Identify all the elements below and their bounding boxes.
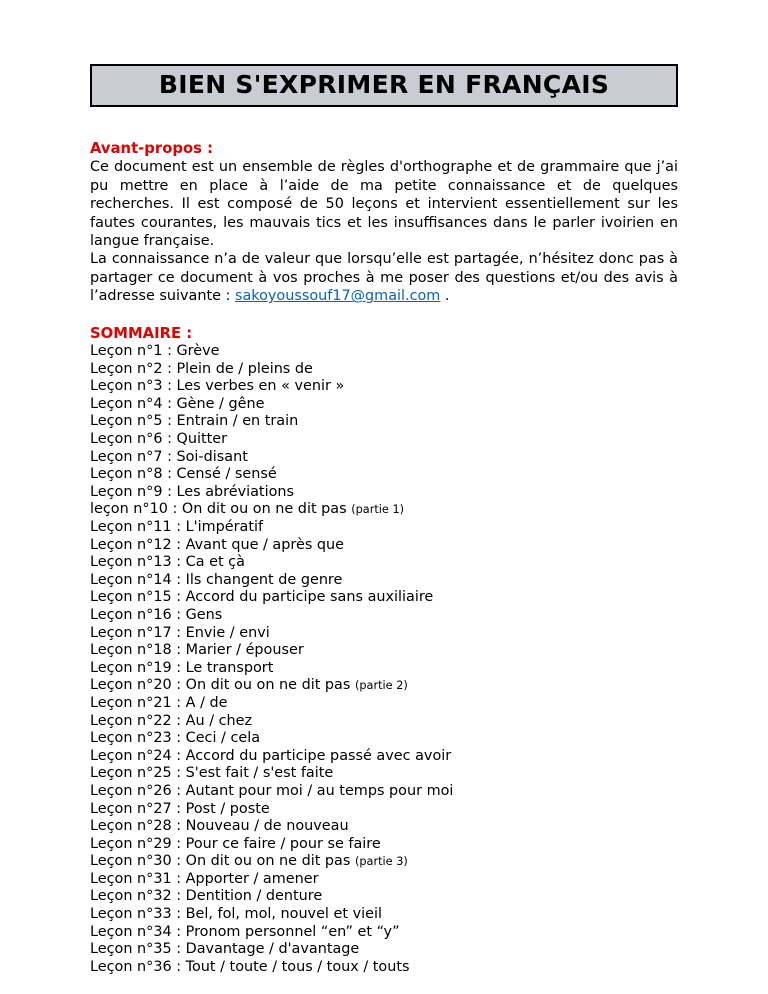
- lesson-item: [90, 924, 678, 942]
- lesson-part-suffix: (partie 2): [354, 679, 408, 693]
- lesson-text: Leçon n°22 : Au / chez: [90, 712, 253, 729]
- lesson-item: [90, 695, 678, 713]
- avant-propos-paragraph-2: [90, 250, 678, 305]
- lesson-text: Leçon n°21 : A / de: [90, 694, 228, 711]
- lesson-text: Leçon n°18 : Marier / épouser: [90, 642, 304, 659]
- lesson-text: leçon n°10 : On dit ou on ne dit pas: [90, 501, 352, 518]
- lesson-text: Leçon n°19 : Le transport: [90, 659, 274, 676]
- lesson-item: [90, 607, 678, 625]
- lesson-item: [90, 431, 678, 449]
- lesson-text: Leçon n°3 : Les verbes en « venir »: [90, 378, 345, 395]
- paragraph-text-before-link: La connaissance n’a de valeur que lorsqu’elle est partagée, n’hésitez donc pas à partager ce document à vos proches à me poser des questions et/ou des avis à l’adresse suivante :: [90, 251, 678, 305]
- lesson-item: [90, 625, 678, 643]
- lesson-item: [90, 748, 678, 766]
- lesson-item: [90, 361, 678, 379]
- lesson-item: [90, 537, 678, 555]
- lesson-item: [90, 888, 678, 906]
- lesson-item: [90, 466, 678, 484]
- lesson-text: Leçon n°24 : Accord du participe passé avec avoir: [90, 747, 452, 764]
- lesson-text: Leçon n°16 : Gens: [90, 606, 223, 623]
- sommaire-section: [90, 325, 678, 977]
- paragraph-text-after-link: .: [440, 288, 450, 305]
- avant-propos-section: [90, 140, 678, 306]
- lesson-text: Leçon n°2 : Plein de / pleins de: [90, 360, 313, 377]
- lesson-item: [90, 378, 678, 396]
- lesson-item: [90, 765, 678, 783]
- lesson-text: Leçon n°36 : Tout / toute / tous / toux / touts: [90, 958, 410, 975]
- lesson-item: [90, 572, 678, 590]
- lesson-text: Leçon n°13 : Ca et çà: [90, 554, 245, 571]
- lesson-item: [90, 959, 678, 977]
- lesson-part-suffix: (partie 1): [351, 503, 405, 517]
- lesson-item: [90, 906, 678, 924]
- lesson-text: Leçon n°11 : L'impératif: [90, 519, 264, 535]
- lesson-item: [90, 801, 678, 819]
- lesson-item: [90, 642, 678, 660]
- lesson-text: Leçon n°1 : Grève: [90, 343, 220, 360]
- lesson-text: Leçon n°9 : Les abréviations: [90, 483, 294, 500]
- lesson-text: Leçon n°15 : Accord du participe sans auxiliaire: [90, 589, 434, 606]
- lessons-list: [90, 343, 678, 976]
- lesson-item: [90, 818, 678, 836]
- lesson-item: [90, 677, 678, 695]
- lesson-text: Leçon n°31 : Apporter / amener: [90, 870, 319, 887]
- lesson-item: [90, 660, 678, 678]
- lesson-text: Leçon n°26 : Autant pour moi / au temps pour moi: [90, 782, 454, 799]
- lesson-text: Leçon n°35 : Davantage / d'avantage: [90, 941, 360, 958]
- lesson-text: Leçon n°32 : Dentition / denture: [90, 888, 323, 905]
- avant-propos-paragraph-1: Ce document est un ensemble de règles d'orthographe et de grammaire que j’ai pu mettre en place à l’aide de ma petite connaissance et de quelques recherches. Il est composé de 50 leçons et intervient essentiellement sur les fautes courantes, les mauvais tics et les insuffisances dans le parler ivoirien en langue française.: [90, 159, 678, 250]
- lesson-item: [90, 713, 678, 731]
- lesson-item: [90, 941, 678, 959]
- lesson-item: [90, 871, 678, 889]
- lesson-text: Leçon n°20 : On dit ou on ne dit pas: [90, 677, 355, 694]
- lesson-text: Leçon n°4 : Gène / gêne: [90, 395, 265, 412]
- lesson-item: [90, 396, 678, 414]
- lesson-item: [90, 449, 678, 467]
- lesson-text: Leçon n°23 : Ceci / cela: [90, 730, 261, 747]
- lesson-item: [90, 501, 678, 519]
- lesson-text: Leçon n°8 : Censé / sensé: [90, 466, 277, 483]
- lesson-text: Leçon n°12 : Avant que / après que: [90, 536, 345, 553]
- lesson-text: Leçon n°29 : Pour ce faire / pour se faire: [90, 835, 381, 852]
- lesson-text: Leçon n°33 : Bel, fol, mol, nouvel et vieil: [90, 906, 382, 923]
- email-link[interactable]: sakoyoussouf17@gmail.com: [234, 288, 441, 305]
- avant-propos-heading: Avant-propos :: [90, 140, 213, 157]
- document-title: BIEN S'EXPRIMER EN FRANÇAIS: [158, 70, 610, 99]
- lesson-text: Leçon n°7 : Soi-disant: [90, 448, 248, 465]
- lesson-text: Leçon n°34 : Pronom personnel “en” et “y”: [90, 923, 400, 940]
- lesson-item: [90, 484, 678, 502]
- lesson-item: [90, 730, 678, 748]
- lesson-item: [90, 836, 678, 854]
- lesson-text: Leçon n°28 : Nouveau / de nouveau: [90, 818, 349, 835]
- lesson-text: Leçon n°25 : S'est fait / s'est faite: [90, 765, 334, 782]
- lesson-item: [90, 783, 678, 801]
- lesson-item: [90, 519, 678, 537]
- lesson-part-suffix: (partie 3): [354, 855, 408, 869]
- lesson-text: Leçon n°27 : Post / poste: [90, 800, 270, 817]
- lesson-text: Leçon n°6 : Quitter: [90, 431, 227, 448]
- lesson-text: Leçon n°14 : Ils changent de genre: [90, 571, 343, 588]
- lesson-item: [90, 554, 678, 572]
- document-title-box: [90, 64, 678, 107]
- lesson-text: Leçon n°17 : Envie / envi: [90, 624, 270, 641]
- lesson-text: Leçon n°30 : On dit ou on ne dit pas: [90, 853, 355, 870]
- lesson-item: [90, 853, 678, 871]
- lesson-text: Leçon n°5 : Entrain / en train: [90, 413, 299, 430]
- lesson-item: [90, 589, 678, 607]
- lesson-item: [90, 413, 678, 431]
- sommaire-heading: SOMMAIRE :: [90, 324, 193, 342]
- lesson-item: [90, 343, 678, 361]
